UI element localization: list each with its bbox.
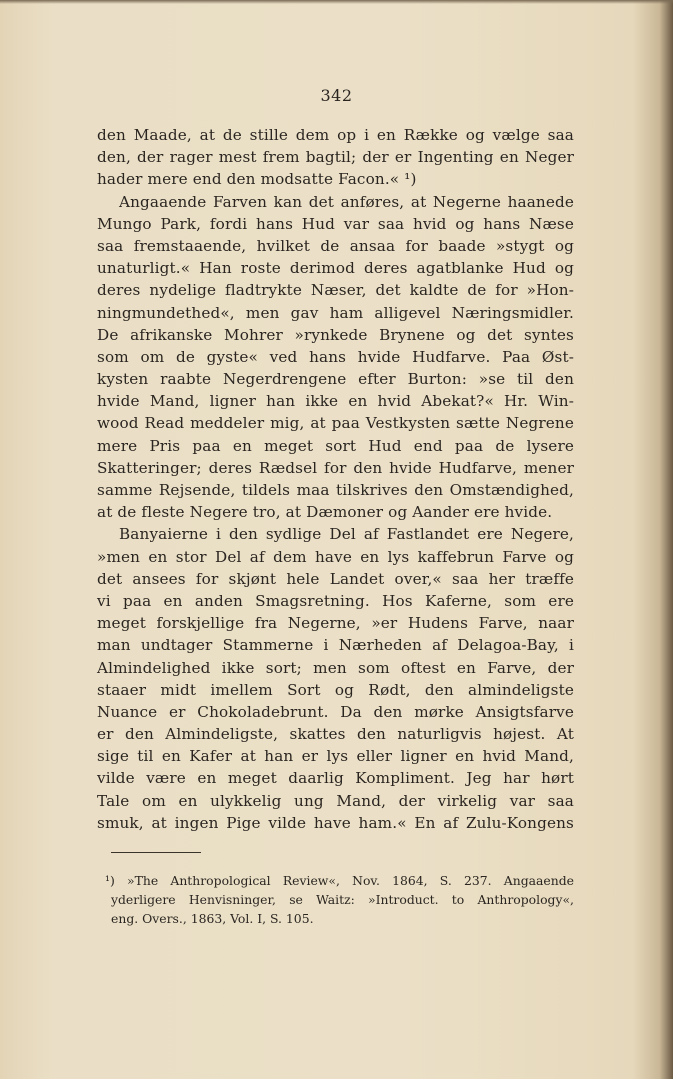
text-line: deres nydelige fladtrykte Næser, det kaldte de for »Hon- [97,281,574,300]
text-line: Almindelighed ikke sort; men som oftest en Farve, der [97,658,574,677]
text-line: sige til en Kafer at han er lys eller ligner en hvid Mand, [97,747,574,766]
text-line: mere Pris paa en meget sort Hud end paa de lysere [97,436,574,455]
text-line: staaer midt imellem Sort og Rødt, den almindeligste [97,680,574,699]
footnote-divider [111,852,201,853]
text-line: Angaaende Farven kan det anføres, at Negerne haanede [119,192,574,211]
text-line: samme Rejsende, tildels maa tilskrives den Omstændighed, [97,481,574,499]
text-line: at de fleste Negere tro, at Dæmoner og Aander ere hvide. [97,503,553,522]
footnote-line: yderligere Henvisninger, se Waitz: »Introduct. to Anthropology«, [111,892,574,907]
page-top-edge [0,0,673,4]
text-line: hvide Mand, ligner han ikke en hvid Abekat?« Hr. Win- [97,392,574,411]
text-line: kysten raabte Negerdrengene efter Burton: »se til den [97,370,574,389]
text-line: unaturligt.« Han roste derimod deres agatblanke Hud og [97,259,574,278]
text-line: »men en stor Del af dem have en lys kaffebrun Farve og [97,547,574,566]
body-text [97,124,574,834]
text-line: Banyaierne i den sydlige Del af Fastlandet ere Negere, [119,525,574,544]
text-line: den, der rager mest frem bagtil; der er Ingenting en Neger [97,148,574,167]
text-line: ningmundethed«, men gav ham alligevel Næringsmidler. [97,303,574,322]
text-line: vi paa en anden Smagsretning. Hos Kaferne, som ere [97,591,574,610]
text-line: man undtager Stammerne i Nærheden af Delagoa-Bay, i [97,636,574,655]
text-line: den Maade, at de stille dem op i en Række og vælge saa [97,126,574,144]
text-line: Mungo Park, fordi hans Hud var saa hvid og hans Næse [97,214,574,233]
text-line: Skatteringer; deres Rædsel for den hvide Hudfarve, mener [97,458,574,477]
text-line: De afrikanske Mohrer »rynkede Brynene og det syntes [97,325,574,344]
text-line: saa fremstaaende, hvilket de ansaa for baade »stygt og [97,236,574,255]
text-line: det ansees for skjønt hele Landet over,« saa her træffe [97,569,574,588]
footnote-line: ¹) »The Anthropological Review«, Nov. 1864, S. 237. Angaaende [105,873,574,888]
text-line: er den Almindeligste, skattes den naturligvis højest. At [97,725,574,744]
text-line: smuk, at ingen Pige vilde have ham.« En af Zulu-Kongens [97,813,574,832]
text-line: vilde være en meget daarlig Kompliment. Jeg har hørt [97,769,574,788]
page-number: 342 [320,86,353,105]
text-line: som om de gyste« ved hans hvide Hudfarve. Paa Øst- [97,347,574,366]
text-line: meget forskjellige fra Negerne, »er Hudens Farve, naar [97,614,574,633]
footnotes [105,871,574,928]
text-line: Tale om en ulykkelig ung Mand, der virkelig var saa [97,791,574,810]
footnote-line: eng. Overs., 1863, Vol. I, S. 105. [111,911,314,926]
text-line: Nuance er Chokoladebrunt. Da den mørke Ansigtsfarve [97,702,574,721]
text-line: wood Read meddeler mig, at paa Vestkysten sætte Negrene [97,414,574,433]
text-line: hader mere end den modsatte Facon.« ¹) [97,170,417,189]
